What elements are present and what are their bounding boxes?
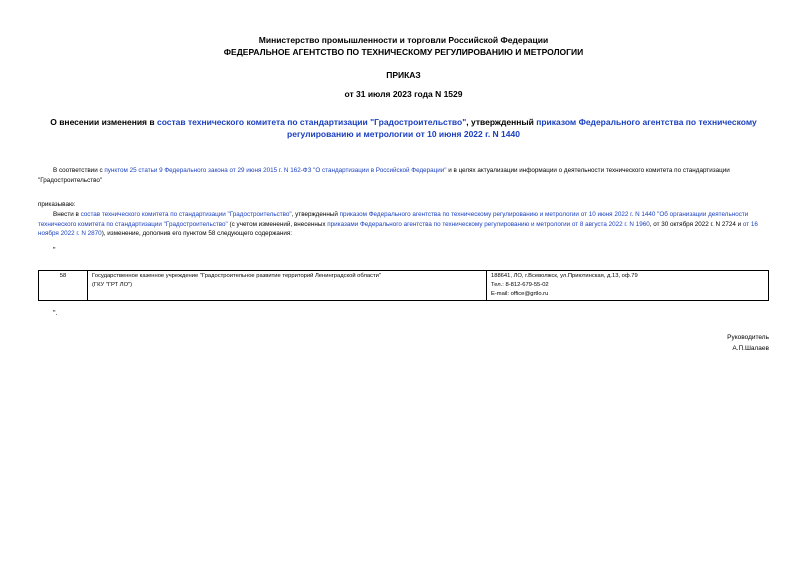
amendment-text-4: , от 30 октября 2022 г. N 2724 и [649,220,743,228]
amendment-link-order-2870[interactable]: от 16 ноября 2022 г. N 2870 [38,220,758,237]
signature-position: Руководитель [727,334,769,341]
paragraph-amendment [38,210,769,239]
amendment-text-5: ), изменение, дополнив его пунктом 58 следующего содержания: [101,230,293,237]
title-link-order[interactable]: приказом Федерального агентства по техническому регулированию и метрологии от 10 июня 2022 г. N 1440 [287,117,757,139]
title-text-2: , утвержденный [466,117,537,127]
contact-phone: Тел.: 8-812-679-55-02 [491,282,549,288]
document-date-number: от 31 июля 2023 года N 1529 [344,89,463,99]
paragraph-basis-text-1: В соответствии с [53,167,105,174]
organization-abbreviation: (ГКУ "ГРТ ЛО") [92,282,133,288]
ministry-heading: Министерство промышленности и торговли Российской Федерации [258,35,549,45]
paragraph-order: приказываю: [38,201,76,208]
contact-address: 188641, ЛО, г.Всеволжск, ул.Приютинская, д.13, оф.79 [491,273,638,279]
paragraph-basis-text-2: и в целях актуализации информации о деятельности технического комитета по стандартизации "Градостроительство" [38,167,730,184]
organization-name-cell [88,271,487,301]
agency-heading: ФЕДЕРАЛЬНОЕ АГЕНТСТВО ПО ТЕХНИЧЕСКОМУ РЕГУЛИРОВАНИЮ И МЕТРОЛОГИИ [223,47,584,57]
organization-name: Государственное казенное учреждение "Градостроительное развитие территорий Ленинградской области" [92,273,381,279]
document-title [50,116,757,140]
signature-name: А.П.Шалаев [732,345,769,352]
committee-member-table [38,270,769,301]
title-text-1: О внесении изменения в [50,117,157,127]
law-link[interactable]: пунктом 25 статьи 9 Федерального закона от 29 июня 2015 г. N 162-ФЗ "О стандартизации в Российской Федерации" [104,167,447,174]
title-link-committee[interactable]: состав технического комитета по стандартизации "Градостроительство" [156,117,467,127]
quote-open: " [53,247,56,254]
contact-cell [487,271,769,301]
table-row [39,271,769,301]
contact-email: E-mail: office@grtlo.ru [491,291,549,297]
amendment-link-order[interactable]: приказом Федерального агентства по техническому регулированию и метрологии от 10 июня 2022 г. N 1440 "Об организации деятельности технического комитета по стандартизации "Градостроительство" [38,211,749,228]
amendment-link-committee[interactable]: состав технического комитета по стандартизации "Градостроительство" [80,211,292,218]
document-type: ПРИКАЗ [386,70,421,80]
amendment-link-orders-1960[interactable]: приказами Федерального агентства по техническому регулированию и метрологии от 8 августа 2022 г. N 1960 [327,220,650,228]
quote-close: ". [53,310,58,317]
amendment-text-2: , утвержденный [291,211,340,218]
amendment-text-1: Внести в [53,211,81,218]
paragraph-basis [38,166,769,185]
row-number: 58 [39,271,88,301]
amendment-text-3: (с учетом изменений, внесенных [227,220,328,228]
